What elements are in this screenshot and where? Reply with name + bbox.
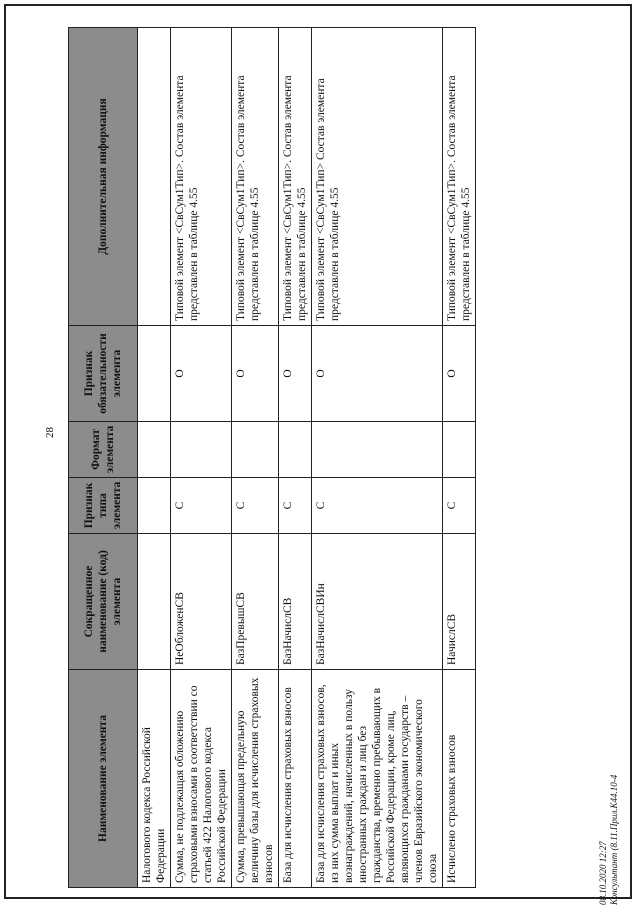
cell-type	[138, 478, 171, 534]
table-row	[171, 28, 232, 888]
cell-name: База для исчисления страховых взносов	[279, 670, 312, 888]
cell-code: БазНачислСВИн	[312, 534, 443, 670]
cell-name: Исчислено страховых взносов	[443, 670, 476, 888]
cell-required: О	[171, 326, 232, 422]
table-row	[138, 28, 171, 888]
cell-required: О	[279, 326, 312, 422]
cell-code: НеОбложенСВ	[171, 534, 232, 670]
cell-type: С	[171, 478, 232, 534]
print-footer	[598, 755, 621, 905]
cell-required: О	[232, 326, 279, 422]
cell-required: О	[312, 326, 443, 422]
header-element-format: Формат элемента	[69, 422, 138, 478]
cell-format	[232, 422, 279, 478]
header-element-required: Признак обязательности элемента	[69, 326, 138, 422]
cell-code	[138, 534, 171, 670]
cell-type: С	[312, 478, 443, 534]
header-element-name: Наименование элемента	[69, 670, 138, 888]
cell-required	[138, 326, 171, 422]
rotated-table	[68, 28, 473, 888]
cell-name: Сумма, не подлежащая обложению страховыми взносами в соответствии со статьей 422 Налогового кодекса Российской Федерации	[171, 670, 232, 888]
cell-name: Сумма, превышающая предельную величину базы для исчисления страховых взносов	[232, 670, 279, 888]
cell-name: База для исчисления страховых взносов, из них сумма выплат и иных вознаграждений, начисленных в пользу иностранных граждан и лиц без гражданства, временно пребывающих в Российской Федерации, кроме лиц, являющихся гражданами государств – членов Евразийского экономического союза	[312, 670, 443, 888]
cell-code: БазПревышСВ	[232, 534, 279, 670]
cell-format	[138, 422, 171, 478]
cell-code: БазНачислСВ	[279, 534, 312, 670]
cell-format	[312, 422, 443, 478]
cell-info: Типовой элемент <СвСум1Тип>. Состав элемента представлен в таблице 4.55	[171, 28, 232, 326]
table-header-row	[69, 28, 138, 888]
table-row	[443, 28, 476, 888]
print-source: Консультант (8.11.Прил.К44.10-4	[609, 774, 620, 905]
cell-info	[138, 28, 171, 326]
cell-info: Типовой элемент <СвСум1Тип>. Состав элемента представлен в таблице 4.55	[279, 28, 312, 326]
header-element-code: Сокращенное наименование (код) элемента	[69, 534, 138, 670]
header-element-type: Признак типа элемента	[69, 478, 138, 534]
cell-type: С	[279, 478, 312, 534]
print-timestamp: 08.10.2020 12:27	[598, 841, 608, 905]
page-number: 28	[44, 427, 56, 438]
cell-format	[171, 422, 232, 478]
table-row	[232, 28, 279, 888]
cell-info: Типовой элемент <СвСум1Тип>. Состав элемента представлен в таблице 4.55	[232, 28, 279, 326]
table-row	[279, 28, 312, 888]
cell-format	[443, 422, 476, 478]
header-additional-info: Дополнительная информация	[69, 28, 138, 326]
cell-name: Налогового кодекса Российской Федерации	[138, 670, 171, 888]
cell-required: О	[443, 326, 476, 422]
cell-info: Типовой элемент <СвСум1Тип>. Состав элемента представлен в таблице 4.55	[443, 28, 476, 326]
cell-type: С	[443, 478, 476, 534]
cell-type: С	[232, 478, 279, 534]
table-row	[312, 28, 443, 888]
element-table	[68, 27, 476, 888]
cell-format	[279, 422, 312, 478]
cell-code: НачислСВ	[443, 534, 476, 670]
cell-info: Типовой элемент <СвСум1Тип> Состав элемента представлен в таблице 4.55	[312, 28, 443, 326]
